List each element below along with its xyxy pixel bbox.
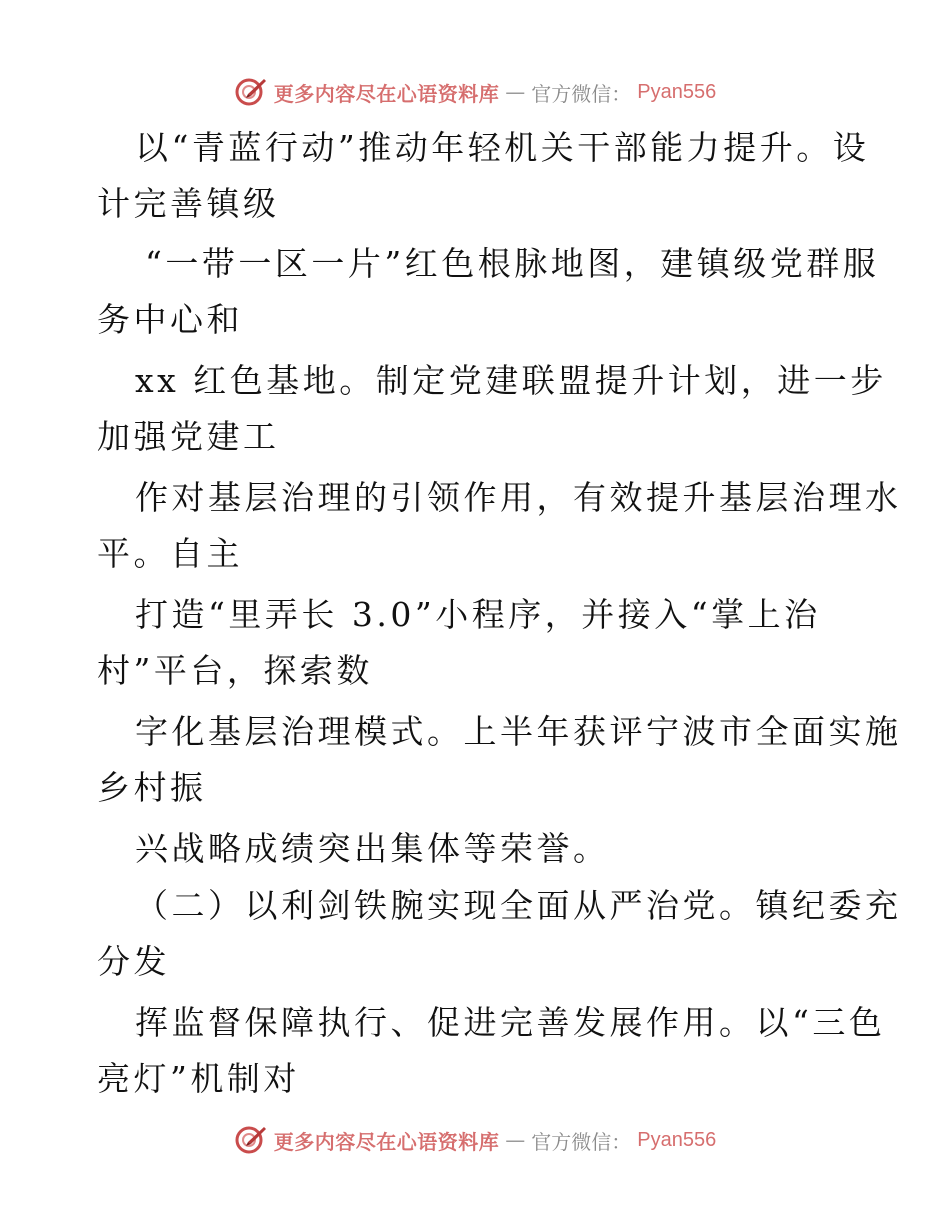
text-line: 务中心和 [97,300,243,339]
text-line: 乡村振 [97,768,207,807]
watermark-site-text: 更多内容尽在心语资料库 [273,1129,500,1154]
text-line: 字化基层治理模式。上半年获评宁波市全面实施 [135,712,902,751]
text-line: 分发 [97,942,170,981]
watermark-wechat-id: Pyan556 [637,1128,717,1151]
text-line: （二）以利剑铁腕实现全面从严治党。镇纪委充 [135,886,902,925]
text-line: 平。自主 [97,534,243,573]
text-line: 挥监督保障执行、促进完善发展作用。以“三色 [135,1003,886,1042]
footer-watermark [0,1120,950,1160]
text-line: 亮灯”机制对 [97,1059,300,1098]
watermark-official-text: 官方微信： [531,1129,632,1154]
text-line: 计完善镇级 [97,184,280,223]
text-line: 以“青蓝行动”推动年轻机关干部能力提升。设 [135,128,870,167]
watermark-site-text: 更多内容尽在心语资料库 [273,81,500,106]
pen-logo-icon [234,1123,268,1157]
watermark-official-text: 官方微信： [531,81,632,106]
text-line: 村”平台，探索数 [97,651,373,690]
pen-logo-icon [234,75,268,109]
text-line: 打造“里弄长 3.0”小程序，并接入“掌上治 [135,595,821,634]
text-line: 加强党建工 [97,417,280,456]
text-line: 作对基层治理的引领作用，有效提升基层治理水 [135,478,902,517]
watermark-dash: — [505,80,526,104]
text-line: “一带一区一片”红色根脉地图，建镇级党群服 [145,244,880,283]
watermark-dash: — [505,1128,526,1152]
header-watermark [0,72,950,112]
watermark-wechat-id: Pyan556 [637,80,717,103]
text-line: xx 红色基地。制定党建联盟提升计划，进一步 [135,361,887,400]
text-line: 兴战略成绩突出集体等荣誉。 [135,829,610,868]
